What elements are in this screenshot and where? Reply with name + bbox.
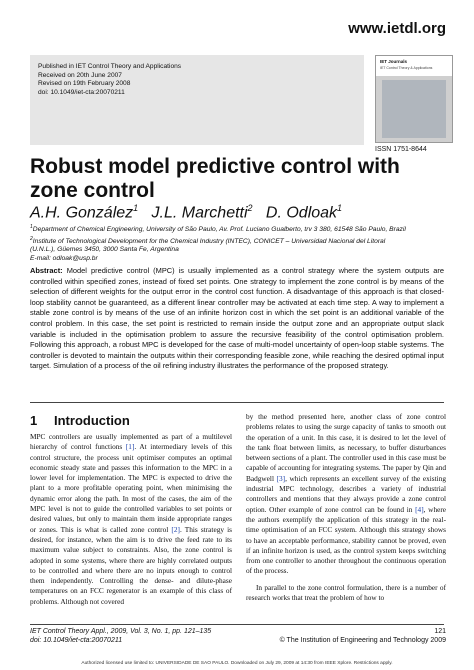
affiliations — [30, 223, 444, 263]
issn: ISSN 1751-8644 — [375, 146, 427, 153]
body-column-right — [246, 412, 446, 603]
pub-info-line: Published in IET Control Theory and Applications — [38, 63, 182, 70]
section-title: Introduction — [54, 413, 130, 428]
author-affil-marker: 1 — [337, 203, 343, 213]
journal-cover-image — [375, 55, 453, 143]
section-number: 1 — [30, 413, 38, 428]
citation-link[interactable]: [2] — [171, 524, 180, 534]
affil-text: Institute of Technological Development for the Chemical Industry (INTEC), CONICET – Universidad Nacional del Litoral — [32, 237, 386, 245]
pub-info-line: Received on 20th June 2007 — [38, 71, 122, 79]
affil-marker: 1 — [30, 224, 33, 230]
abstract-text: Model predictive control (MPC) is usually implemented as a control strategy where the system outputs are controlled within specified zones, instead of fixed set points. One strategy to implement the zone control is by means of the selection of different weights for the output error in the control cost function. A disadvantage of this approach is that closed-loop stability cannot be guaranteed, as a different linear controller may be activated at each time step. A way to implement a stable zone control is by means of the use of an infinite horizon cost in which the set point is an additional variable of the control problem. In this case, the set point is restricted to remain inside the output zone and an appropriate output slack variable is included in the optimisation problem to assure the recursive feasibility of the control optimisation problem. Following this approach, a robust MPC is developed for the case of multi-model uncertainty of open-loop stable systems. The controller is devoted to maintain the outputs within their corresponding feasible zone, while reaching the desired optimal input target. Simulation of a process of the oil refining industry illustrates the performance of the proposed strategy. — [30, 266, 444, 371]
body-column-left — [30, 432, 232, 607]
abstract-label: Abstract: — [30, 266, 63, 275]
copyright: © The Institution of Engineering and Technology 2009 — [279, 637, 446, 644]
author-affil-marker: 2 — [247, 203, 253, 213]
divider — [30, 402, 444, 403]
page-number: 121 — [434, 628, 446, 635]
download-notice: Authorized licensed use limited to: UNIVERSIDADE DE SAO PAULO. Downloaded on July 29, 2009 at 14:30 from IEEE Xplore. Restrictions apply. — [81, 661, 393, 666]
site-url[interactable]: www.ietdl.org — [348, 20, 446, 37]
paper-title: Robust model predictive control with zone control — [30, 155, 400, 202]
section-heading — [30, 413, 130, 428]
paragraph: MPC controllers are usually implemented as part of a multilevel hierarchy of control functions [1]. At intermediary levels of this control structure, the process unit optimiser computes an optimal economic steady state and passes this information to the MPC in a lower level for implementation. The MPC is expected to drive the plant to a more profitable operating point, when minimising the dynamic error along the path. In most of the cases, the aim of the MPC level is not to guide the controlled variables to set points or desired values, but only to maintain them inside appropriate ranges or zones. This is what is called zone control [2]. This strategy is desired, for instance, when the aim is to drive the feed rate to its maximum value subject to constraints. Also, the zone control is adopted in some systems, where there are highly correlated outputs to be controlled and where there are no inputs enough to control them independently. Controlling the dense- and dilute-phase temperatures on an FCC regenerator is an example of this class of problems. Although not covered — [30, 432, 233, 606]
author-name: A.H. González — [30, 204, 134, 222]
cover-journal-name: IET Journals — [380, 59, 408, 64]
affil-text: E-mail: odloak@usp.br — [30, 254, 98, 262]
affil-marker: 2 — [30, 235, 33, 242]
cover-graphic — [382, 80, 446, 138]
abstract — [30, 266, 444, 372]
pub-info-line: doi: 10.1049/iet-cta:20070211 — [38, 88, 125, 96]
citation-link[interactable]: [4] — [415, 504, 424, 514]
affil-text: Department of Chemical Engineering, University of São Paulo, Av. Prof. Luciano Gualberto, trv 3 380, 61548 São Paulo, Brazil — [32, 226, 406, 234]
citation-link[interactable]: [3] — [276, 473, 286, 483]
cover-journal-subtitle: IET Control Theory & Applications — [380, 66, 433, 70]
author-name: J.L. Marchetti — [151, 204, 248, 222]
footer-page-info — [280, 627, 446, 645]
author-affil-marker: 1 — [133, 203, 139, 213]
author-list — [30, 203, 342, 222]
affil-text: (U.N.L.), Güemes 3450, 3000 Santa Fe, Argentina — [30, 246, 179, 254]
footer-journal-line: IET Control Theory Appl., 2009, Vol. 3, No. 1, pp. 121–135 — [30, 628, 212, 635]
footer-doi[interactable]: doi: 10.1049/iet-cta:20070211 — [30, 637, 123, 644]
footer-divider — [30, 624, 444, 625]
paragraph: In parallel to the zone control formulation, there is a number of research works that treat the problem of how to — [246, 582, 446, 603]
pub-info-line: Revised on 19th February 2008 — [38, 80, 131, 88]
paragraph: by the method presented here, another class of zone control problems relates to using the surge capacity of tanks to smooth out the operation of a unit. In this case, it is desired to let the level of the tank float between limits, as necessary, to buffer disturbances between sections of a plant. The controller used in this case must be capable of accounting for integrating systems. The paper by Qin and Badgwell [3], which represents an excellent survey of the existing industrial MPC technology, describes a variety of industrial controllers and mentions that they always provide a zone control option. Other example of zone control can be found in [4], where the authors exemplify the application of this strategy in the real-time optimisation of an FCC system. Although this strategy shows to have an acceptable performance, stability cannot be proved, even if an infinite horizon is used, as the control system keeps switching from one controller to another throughout the continuous operation of the process. — [246, 412, 446, 576]
footer-citation — [30, 627, 211, 645]
affiliation-line — [30, 235, 444, 247]
citation-link[interactable]: [1] — [125, 442, 135, 452]
affiliation-line — [30, 223, 444, 235]
affiliation-line — [30, 246, 444, 254]
affiliation-email — [30, 255, 444, 263]
author-name: D. Odloak — [265, 204, 338, 222]
publication-info-box — [30, 55, 364, 145]
